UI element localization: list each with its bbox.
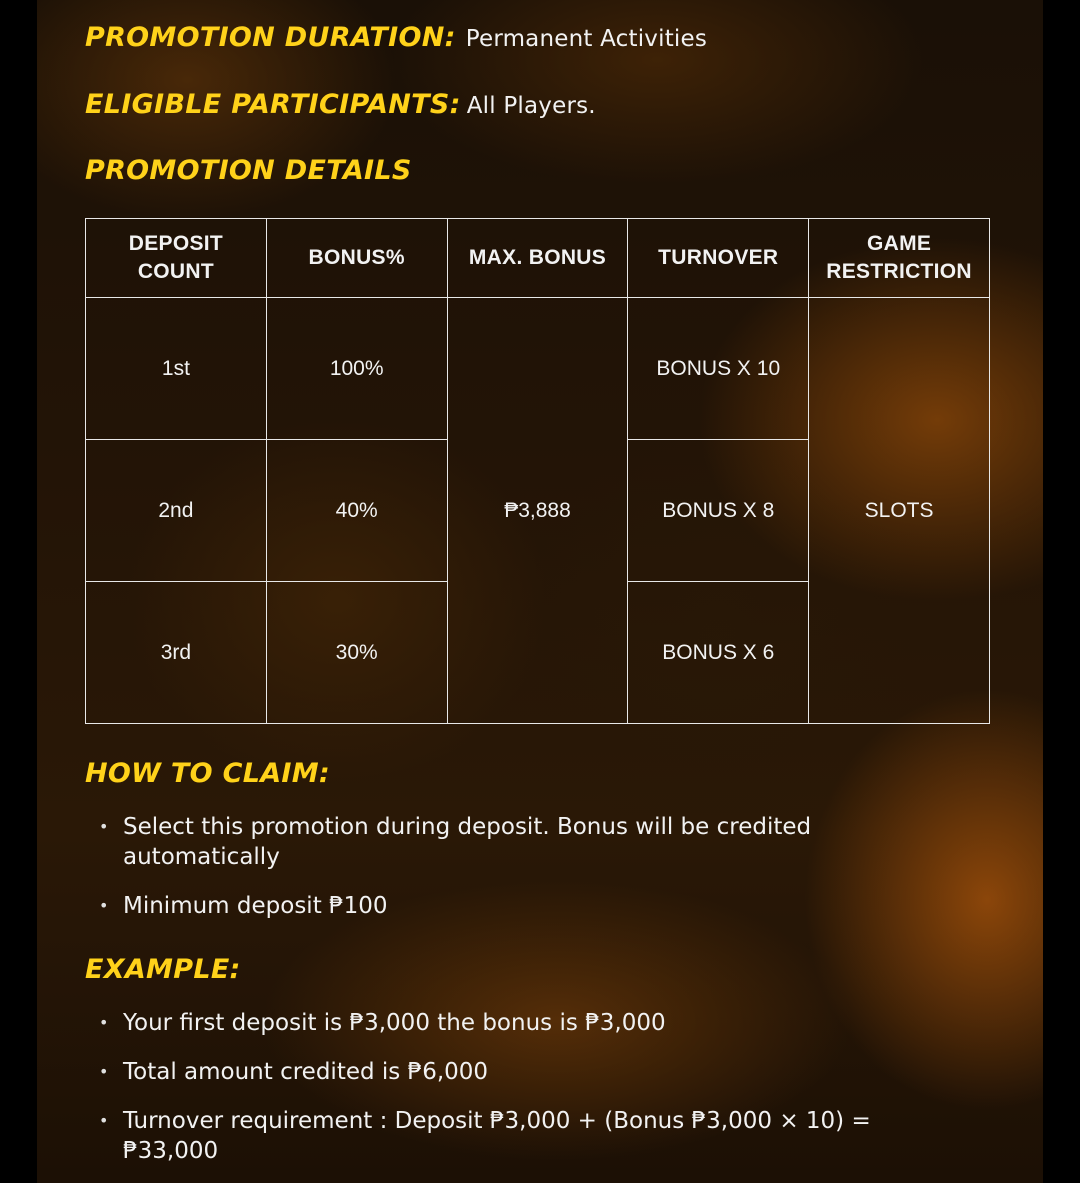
list-item-text: Select this promotion during deposit. Bonus will be credited automatically <box>123 814 812 870</box>
cell-game-restriction: SLOTS <box>809 298 990 724</box>
cell-deposit-count: 3rd <box>86 582 267 724</box>
promotion-duration-value: Permanent Activities <box>465 26 708 52</box>
bullet-icon: • <box>99 1062 109 1081</box>
eligible-participants-value: All Players. <box>466 93 596 119</box>
list-item <box>97 1008 957 1038</box>
cell-bonus-pct: 30% <box>266 582 447 724</box>
cell-turnover: BONUS X 10 <box>628 298 809 440</box>
cell-bonus-pct: 100% <box>266 298 447 440</box>
list-item-text: Total amount credited is ₱6,000 <box>123 1059 489 1085</box>
how-to-claim-list <box>97 812 957 940</box>
promotion-details-table <box>85 218 990 724</box>
promotion-details-title: PROMOTION DETAILS <box>85 155 412 186</box>
header-bonus-pct: BONUS% <box>266 219 447 298</box>
cell-turnover: BONUS X 6 <box>628 582 809 724</box>
promotion-duration-heading <box>85 24 707 51</box>
example-title: EXAMPLE: <box>85 954 241 985</box>
list-item <box>97 1057 957 1087</box>
bullet-icon: • <box>99 896 109 915</box>
table-header-row <box>86 219 990 298</box>
header-max-bonus: MAX. BONUS <box>447 219 628 298</box>
bullet-icon: • <box>99 817 109 836</box>
promotion-panel <box>37 0 1043 1183</box>
example-list <box>97 1008 957 1183</box>
header-deposit-count: DEPOSIT COUNT <box>86 219 267 298</box>
cell-deposit-count: 2nd <box>86 440 267 582</box>
bullet-icon: • <box>99 1111 109 1130</box>
cell-deposit-count: 1st <box>86 298 267 440</box>
header-turnover: TURNOVER <box>628 219 809 298</box>
list-item <box>97 812 957 872</box>
eligible-participants-label: ELIGIBLE PARTICIPANTS: <box>85 89 461 120</box>
cell-max-bonus: ₱3,888 <box>447 298 628 724</box>
list-item-text: Your first deposit is ₱3,000 the bonus is ₱3,000 <box>123 1010 666 1036</box>
cell-bonus-pct: 40% <box>266 440 447 582</box>
list-item <box>97 1106 957 1166</box>
list-item <box>97 891 957 921</box>
cell-turnover: BONUS X 8 <box>628 440 809 582</box>
eligible-participants-heading <box>85 91 596 118</box>
promotion-duration-label: PROMOTION DURATION: <box>85 22 456 53</box>
how-to-claim-title: HOW TO CLAIM: <box>85 758 331 789</box>
header-game-restriction: GAME RESTRICTION <box>809 219 990 298</box>
list-item-text: Turnover requirement : Deposit ₱3,000 + (Bonus ₱3,000 × 10) = ₱33,000 <box>123 1108 871 1164</box>
table-row <box>86 298 990 440</box>
bullet-icon: • <box>99 1013 109 1032</box>
list-item-text: Minimum deposit ₱100 <box>123 893 388 919</box>
